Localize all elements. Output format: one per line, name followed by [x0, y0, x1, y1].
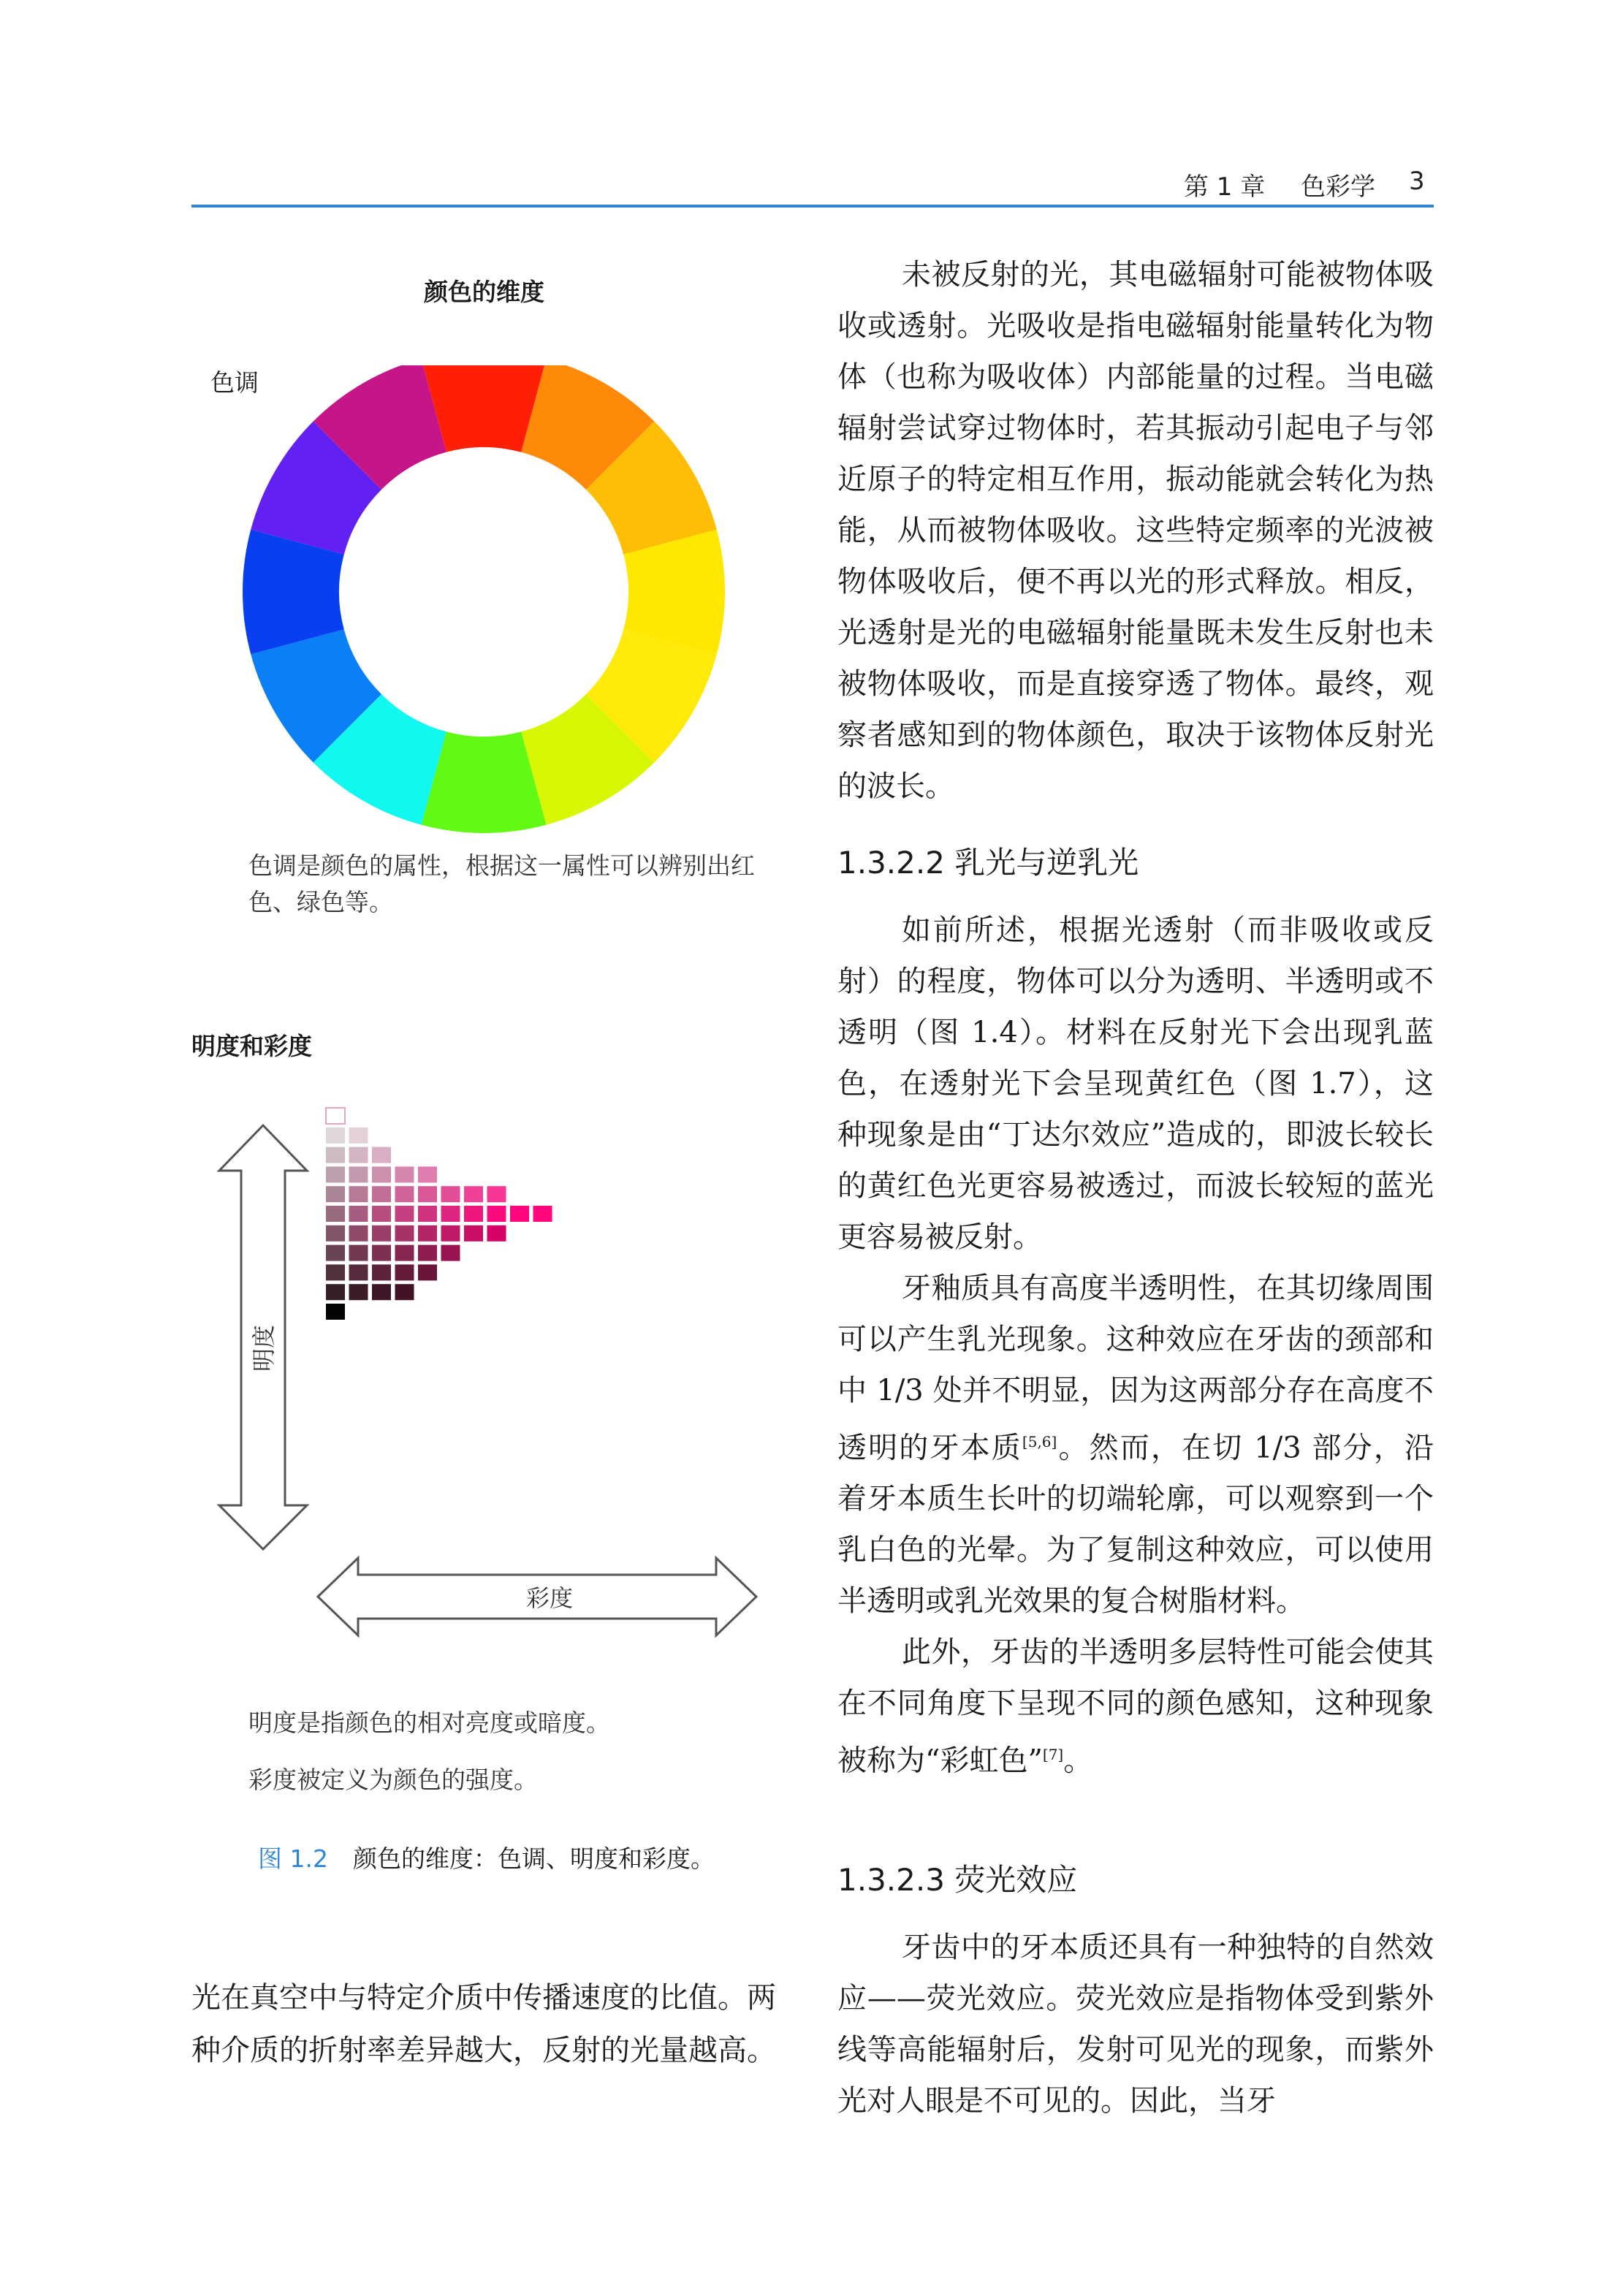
- figure-title: 颜色的维度: [424, 278, 544, 306]
- swatch: [395, 1166, 414, 1182]
- citation-7: [7]: [1042, 1746, 1064, 1764]
- swatch: [349, 1147, 368, 1163]
- swatch: [441, 1206, 460, 1222]
- lightness-axis-label: 明度: [251, 1324, 277, 1372]
- paragraph-iridescence: [837, 1627, 1434, 1786]
- swatch: [464, 1186, 483, 1202]
- swatch: [487, 1206, 506, 1222]
- paragraph-fluorescence: 牙齿中的牙本质还具有一种独特的自然效应——荧光效应。荧光效应是指物体受到紫外线等高能辐射后，发射可见光的现象，而紫外光对人眼是不可见的。因此，当牙: [837, 1931, 1434, 2118]
- swatch: [418, 1245, 437, 1261]
- swatch: [349, 1284, 368, 1300]
- swatch: [395, 1225, 414, 1242]
- chroma-axis-label: 彩度: [525, 1585, 574, 1611]
- swatch: [372, 1284, 391, 1300]
- swatch: [395, 1186, 414, 1202]
- swatch: [372, 1186, 391, 1202]
- swatch: [395, 1264, 414, 1280]
- swatch: [326, 1147, 345, 1163]
- hue-label: 色调: [210, 368, 259, 397]
- swatch: [441, 1245, 460, 1261]
- heading-1-3-2-3: 1.3.2.3 荧光效应: [837, 1862, 1078, 1898]
- figure-caption: [258, 1840, 715, 1874]
- swatch: [326, 1304, 345, 1320]
- swatch: [349, 1166, 368, 1182]
- swatch: [349, 1128, 368, 1144]
- swatch: [326, 1128, 345, 1144]
- swatch: [372, 1225, 391, 1242]
- swatch: [464, 1225, 483, 1242]
- swatch: [395, 1206, 414, 1222]
- page-number: 3: [1409, 167, 1425, 196]
- swatch: [326, 1166, 345, 1182]
- swatch: [349, 1186, 368, 1202]
- running-header: [1169, 167, 1432, 200]
- swatch: [395, 1245, 414, 1261]
- hue-caption: 色调是颜色的属性，根据这一属性可以辨别出红色、绿色等。: [248, 851, 755, 916]
- swatch: [487, 1225, 506, 1242]
- swatch: [418, 1186, 437, 1202]
- swatch: [418, 1264, 437, 1280]
- swatch: [349, 1225, 368, 1242]
- header-rule: [191, 205, 1434, 208]
- swatch: [510, 1206, 529, 1222]
- swatch: [326, 1108, 345, 1124]
- figure-caption-label: 图 1.2: [258, 1844, 328, 1873]
- swatch: [441, 1186, 460, 1202]
- lightness-chroma-grid: [212, 1096, 797, 1651]
- chapter-label: 第 1 章: [1184, 172, 1266, 202]
- swatch: [372, 1206, 391, 1222]
- swatch: [372, 1147, 391, 1163]
- swatch: [533, 1206, 552, 1222]
- paragraph-tyndall: 如前所述，根据光透射（而非吸收或反射）的程度，物体可以分为透明、半透明或不透明（图 1.4）。材料在反射光下会出现乳蓝色，在透射光下会呈现黄红色（图 1.7），这种现象是由“丁达尔效应”造成的，即波长较长的黄红色光更容易被透过，而波长较短的蓝光更容易被反射。: [837, 913, 1434, 1254]
- paragraph-enamel-part2: 。然而，在切 1/3 部分，沿着牙本质生长叶的切端轮廓，可以观察到一个乳白色的光晕。为了复制这种效应，可以使用半透明或乳光效果的复合树脂材料。: [837, 1431, 1434, 1619]
- paragraph-iridescence-part2: 。: [1063, 1744, 1093, 1778]
- swatch: [418, 1225, 437, 1242]
- swatch: [441, 1225, 460, 1242]
- right-paragraph-2: [837, 905, 1434, 1787]
- swatch: [464, 1206, 483, 1222]
- paragraph-iridescence-part1: 此外，牙齿的半透明多层特性可能会使其在不同角度下呈现不同的颜色感知，这种现象被称为“彩虹色”: [837, 1635, 1434, 1778]
- swatch: [372, 1166, 391, 1182]
- swatch: [418, 1166, 437, 1182]
- swatch: [349, 1245, 368, 1261]
- swatch: [326, 1284, 345, 1300]
- swatch: [395, 1284, 414, 1300]
- swatch: [487, 1186, 506, 1202]
- figure-caption-text: 颜色的维度：色调、明度和彩度。: [352, 1844, 715, 1873]
- paragraph-enamel-part1: 牙釉质具有高度半透明性，在其切缘周围可以产生乳光现象。这种效应在牙齿的颈部和中 1/3 处并不明显，因为这两部分存在高度不透明的牙本质: [837, 1271, 1434, 1465]
- chroma-caption: 彩度被定义为颜色的强度。: [248, 1765, 538, 1794]
- swatch: [349, 1264, 368, 1280]
- lightness-caption: 明度是指颜色的相对亮度或暗度。: [248, 1708, 610, 1737]
- hue-wheel: [235, 365, 740, 833]
- paragraph-absorption: 未被反射的光，其电磁辐射可能被物体吸收或透射。光吸收是指电磁辐射能量转化为物体（也称为吸收体）内部能量的过程。当电磁辐射尝试穿过物体时，若其振动引起电子与邻近原子的特定相互作用，振动能就会转化为热能，从而被物体吸收。这些特定频率的光波被物体吸收后，便不再以光的形式释放。相反，光透射是光的电磁辐射能量既未发生反射也未被物体吸收，而是直接穿透了物体。最终，观察者感知到的物体颜色，取决于该物体反射光的波长。: [837, 258, 1434, 803]
- swatch: [372, 1245, 391, 1261]
- swatch: [418, 1206, 437, 1222]
- swatch: [326, 1186, 345, 1202]
- citation-5-6: [5,6]: [1022, 1433, 1057, 1451]
- swatch-grid: [326, 1108, 552, 1320]
- swatch: [326, 1206, 345, 1222]
- swatch: [372, 1264, 391, 1280]
- swatch: [349, 1206, 368, 1222]
- heading-1-3-2-2: 1.3.2.2 乳光与逆乳光: [837, 845, 1139, 881]
- left-column-text: 光在真空中与特定介质中传播速度的比值。两种介质的折射率差异越大，反射的光量越高。: [191, 1981, 776, 2067]
- right-paragraph-1: [837, 249, 1434, 812]
- paragraph-enamel: [837, 1263, 1434, 1627]
- right-paragraph-3: [837, 1922, 1434, 2126]
- swatch: [326, 1225, 345, 1242]
- section-label: 色彩学: [1301, 172, 1375, 202]
- swatch: [326, 1264, 345, 1280]
- lightness-chroma-title: 明度和彩度: [191, 1032, 312, 1060]
- swatch: [326, 1245, 345, 1261]
